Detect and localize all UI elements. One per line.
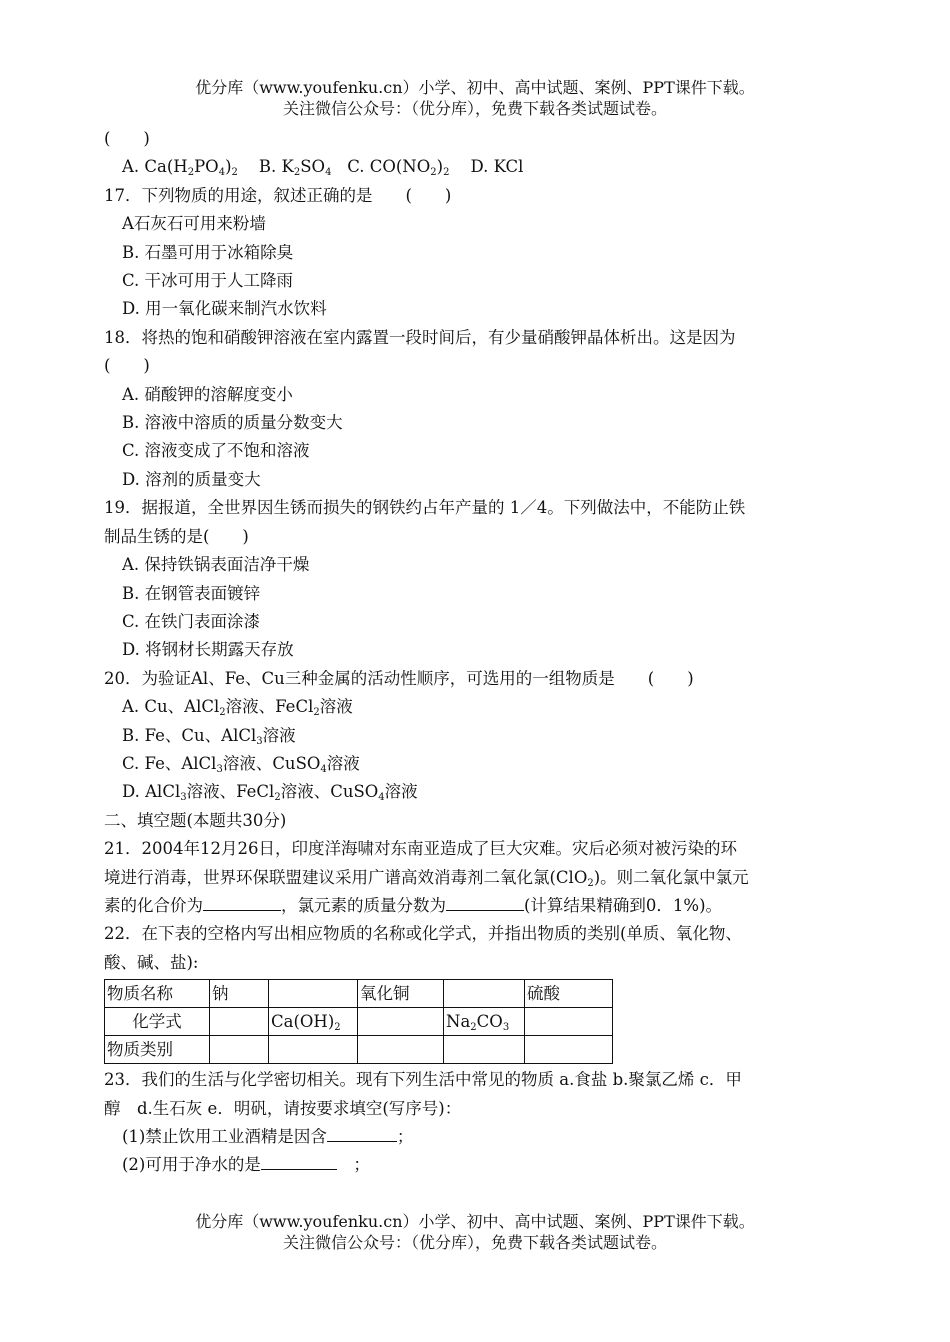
table-cell[interactable] xyxy=(358,1036,444,1064)
substance-table xyxy=(104,979,613,1064)
footer-line-2: 关注微信公众号：（优分库），免费下载各类试题试卷。 xyxy=(282,1233,667,1252)
header-line-1: 优分库（www.youfenku.cn）小学、初中、高中试题、案例、PPT课件下载。 xyxy=(195,78,755,97)
q19-stem-line-2: 制品生锈的是( ) xyxy=(104,526,249,546)
q23-part-2: (2)可用于净水的是 ； xyxy=(104,1151,849,1179)
q16-option-c: C. $CO(NO_2)_2$ xyxy=(347,157,450,179)
q17-option-a: A石灰石可用来粉墙 xyxy=(122,214,266,234)
table-cell: 钠 xyxy=(210,980,269,1008)
q18-stem: 18．将热的饱和硝酸钾溶液在室内露置一段时间后，有少量硝酸钾晶体析出。这是因为 xyxy=(104,327,736,347)
q23-part-2-blank[interactable] xyxy=(261,1151,337,1170)
table-cell[interactable] xyxy=(269,1036,358,1064)
q21-line-3: 素的化合价为 ，氯元素的质量分数为 (计算结果精确到0．1%)。 xyxy=(104,892,849,920)
q21-line-1: 21．2004年12月26日，印度洋海啸对东南亚造成了巨大灾难。灾后必须对被污染的环 xyxy=(104,839,737,859)
q23-part-1-blank[interactable] xyxy=(327,1123,397,1142)
q19-option-d: D. 将钢材长期露天存放 xyxy=(122,640,294,660)
table-cell: $Ca(OH)_2$ xyxy=(269,1008,358,1036)
q23-line-1: 23．我们的生活与化学密切相关。现有下列生活中常见的物质 a.食盐 b.聚氯乙烯 c．甲 xyxy=(104,1070,742,1090)
q17-stem: 17．下列物质的用途，叙述正确的是 ( ) xyxy=(104,185,452,205)
q20-option-c: C. Fe、AlCl$_3$溶液、CuSO$_4$溶液 xyxy=(122,753,360,775)
table-cell: 氧化铜 xyxy=(358,980,444,1008)
q22-line-1: 22．在下表的空格内写出相应物质的名称或化学式，并指出物质的类别(单质、氧化物、 xyxy=(104,924,742,944)
q18-option-b: B. 溶液中溶质的质量分数变大 xyxy=(122,413,343,433)
q17-option-c: C. 干冰可用于人工降雨 xyxy=(122,271,294,291)
table-cell: $Na_2CO_3$ xyxy=(444,1008,525,1036)
table-cell: 物质类别 xyxy=(105,1036,210,1064)
section-title-fill-in: 二、填空题(本题共30分) xyxy=(104,810,287,830)
table-cell: 物质名称 xyxy=(105,980,210,1008)
table-cell[interactable] xyxy=(358,1008,444,1036)
q16-option-d: D. KCl xyxy=(470,157,524,177)
q23-line-2: 醇 d.生石灰 e．明矾，请按要求填空(写序号)： xyxy=(104,1098,462,1118)
q20-option-d: D. AlCl$_3$溶液、FeCl$_2$溶液、CuSO$_4$溶液 xyxy=(122,782,418,804)
page-footer xyxy=(0,1211,950,1253)
table-cell: 化学式 xyxy=(105,1008,210,1036)
q16-option-a: A. $Ca(H_2PO_4)_2$ xyxy=(122,157,238,179)
table-cell[interactable] xyxy=(444,980,525,1008)
q18-option-a: A. 硝酸钾的溶解度变小 xyxy=(122,384,293,404)
q16-options xyxy=(104,153,849,181)
table-row xyxy=(105,980,613,1008)
q18-option-d: D. 溶剂的质量变大 xyxy=(122,469,261,489)
exam-content xyxy=(104,125,849,1180)
q21-line-2: 境进行消毒，世界环保联盟建议采用广谱高效消毒剂二氧化氯(ClO$_2$)。则二氧化氯中氯元 xyxy=(104,867,749,889)
q20-stem: 20．为验证Al、Fe、Cu三种金属的活动性顺序，可选用的一组物质是 ( ) xyxy=(104,668,694,688)
q18-paren: ( ) xyxy=(104,356,150,376)
q18-option-c: C. 溶液变成了不饱和溶液 xyxy=(122,441,310,461)
q21-mass-fraction-blank[interactable] xyxy=(446,892,524,911)
page-header xyxy=(0,77,950,119)
q16-option-b: B. $K_2SO_4$ xyxy=(258,157,332,179)
footer-line-1: 优分库（www.youfenku.cn）小学、初中、高中试题、案例、PPT课件下载。 xyxy=(195,1212,755,1231)
q21-valence-blank[interactable] xyxy=(203,892,281,911)
q16-paren: ( ) xyxy=(104,129,150,148)
q20-option-a: A. Cu、AlCl$_2$溶液、FeCl$_2$溶液 xyxy=(122,697,353,719)
table-cell[interactable] xyxy=(444,1036,525,1064)
q23-part-1: (1)禁止饮用工业酒精是因含 ； xyxy=(104,1123,849,1151)
q19-option-c: C. 在铁门表面涂漆 xyxy=(122,611,261,631)
table-cell[interactable] xyxy=(210,1036,269,1064)
header-line-2: 关注微信公众号：（优分库），免费下载各类试题试卷。 xyxy=(282,99,667,118)
q17-option-b: B. 石墨可用于冰箱除臭 xyxy=(122,242,294,262)
q19-option-a: A. 保持铁锅表面洁净干燥 xyxy=(122,555,310,575)
q17-option-d: D. 用一氧化碳来制汽水饮料 xyxy=(122,299,327,319)
table-cell[interactable] xyxy=(525,1036,613,1064)
table-cell[interactable] xyxy=(269,980,358,1008)
table-cell[interactable] xyxy=(525,1008,613,1036)
q20-option-b: B. Fe、Cu、AlCl$_3$溶液 xyxy=(122,725,296,747)
q22-line-2: 酸、碱、盐): xyxy=(104,952,199,972)
table-row xyxy=(105,1008,613,1036)
table-row xyxy=(105,1036,613,1064)
q19-option-b: B. 在钢管表面镀锌 xyxy=(122,583,261,603)
table-cell[interactable] xyxy=(210,1008,269,1036)
q19-stem-line-1: 19．据报道，全世界因生锈而损失的钢铁约占年产量的 1／4。下列做法中，不能防止铁 xyxy=(104,498,746,518)
table-cell: 硫酸 xyxy=(525,980,613,1008)
